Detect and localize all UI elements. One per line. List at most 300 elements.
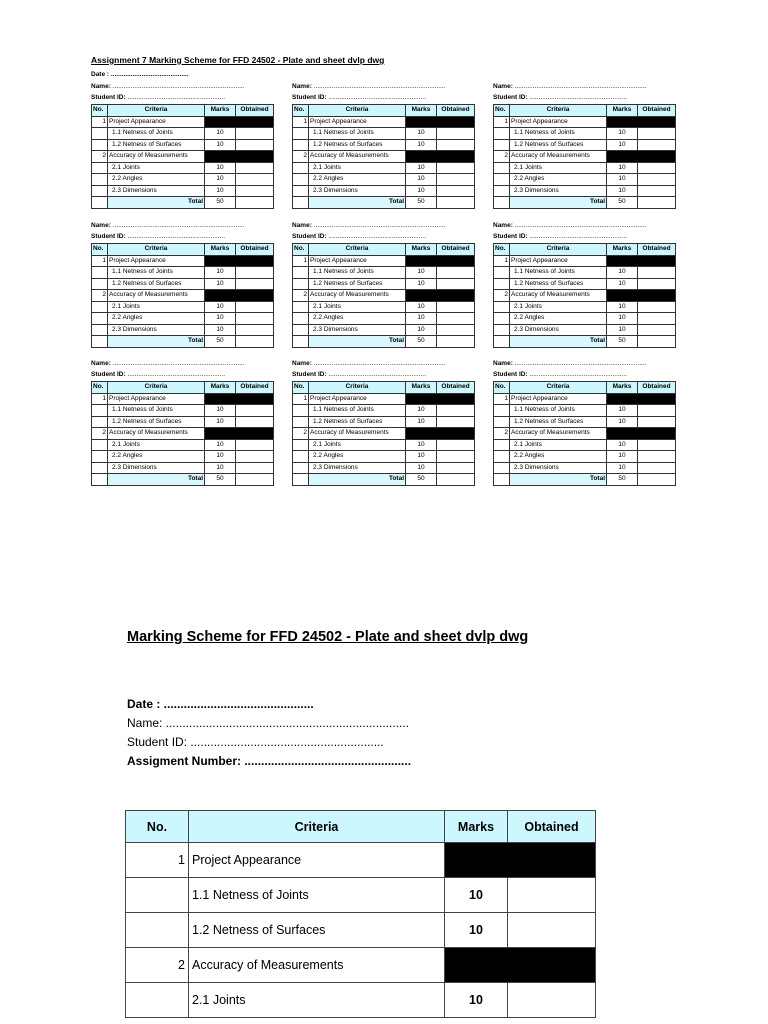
row-obtained[interactable] xyxy=(437,451,475,463)
row-number: 2 xyxy=(494,290,510,302)
column-header: Criteria xyxy=(510,382,607,394)
blacked-out-cell xyxy=(445,948,596,983)
total-blank xyxy=(494,336,510,348)
row-criteria: 1.2 Netness of Surfaces xyxy=(510,416,607,428)
student-id-line xyxy=(91,231,273,242)
total-label: Total xyxy=(510,197,607,209)
row-criteria: 2.3 Dimensions xyxy=(309,324,406,336)
row-obtained[interactable] xyxy=(437,139,475,151)
row-criteria: 2.3 Dimensions xyxy=(309,185,406,197)
table-row xyxy=(92,324,274,336)
column-header: Obtained xyxy=(437,105,475,117)
total-value: 50 xyxy=(205,197,236,209)
name-line xyxy=(493,220,675,231)
name-blank: ......................................................................... xyxy=(110,222,245,229)
mini-marking-table xyxy=(292,243,475,348)
mini-marking-table xyxy=(292,381,475,486)
row-marks: 10 xyxy=(406,324,437,336)
row-obtained[interactable] xyxy=(638,174,676,186)
row-marks: 10 xyxy=(406,405,437,417)
row-marks: 10 xyxy=(205,324,236,336)
row-marks: 10 xyxy=(607,313,638,325)
row-obtained[interactable] xyxy=(437,405,475,417)
row-criteria: Project Appearance xyxy=(309,393,406,405)
blacked-out-cell xyxy=(607,393,676,405)
table-row xyxy=(494,405,676,417)
row-obtained[interactable] xyxy=(236,128,274,140)
total-obtained[interactable] xyxy=(236,336,274,348)
page-title: Assignment 7 Marking Scheme for FFD 24502 - Plate and sheet dvlp dwg xyxy=(91,55,385,65)
row-obtained[interactable] xyxy=(437,416,475,428)
row-marks: 10 xyxy=(445,983,508,1018)
student-id-line: Student ID: .......................................................... xyxy=(127,735,384,749)
marking-card xyxy=(493,358,675,486)
total-obtained[interactable] xyxy=(236,197,274,209)
row-obtained[interactable] xyxy=(236,462,274,474)
row-criteria: Project Appearance xyxy=(510,255,607,267)
student-id-blank: ...................................................... xyxy=(527,94,627,101)
name-line: Name: ......................................................................... xyxy=(127,716,410,730)
column-header: Criteria xyxy=(309,382,406,394)
table-row xyxy=(92,416,274,428)
row-number xyxy=(293,301,309,313)
table-row xyxy=(92,162,274,174)
total-label: Total xyxy=(510,474,607,486)
row-criteria: 2.1 Joints xyxy=(510,162,607,174)
row-number xyxy=(494,324,510,336)
row-criteria: Accuracy of Measurements xyxy=(309,428,406,440)
row-number: 2 xyxy=(293,151,309,163)
row-marks: 10 xyxy=(406,416,437,428)
row-criteria: Accuracy of Measurements xyxy=(108,290,205,302)
row-number xyxy=(293,405,309,417)
student-id-blank: ...................................................... xyxy=(326,233,426,240)
row-obtained[interactable] xyxy=(437,301,475,313)
name-blank: ......................................................................... xyxy=(110,83,245,90)
row-number xyxy=(92,278,108,290)
row-obtained[interactable] xyxy=(437,174,475,186)
row-number: 2 xyxy=(92,151,108,163)
table-row xyxy=(92,151,274,163)
total-obtained[interactable] xyxy=(437,474,475,486)
student-id-blank: ...................................................... xyxy=(125,94,225,101)
table-header xyxy=(293,382,475,394)
column-header: Obtained xyxy=(236,244,274,256)
row-marks: 10 xyxy=(445,913,508,948)
marking-scheme-title: Marking Scheme for FFD 24502 - Plate and sheet dvlp dwg xyxy=(127,629,529,645)
row-criteria: 1.2 Netness of Surfaces xyxy=(510,278,607,290)
row-marks: 10 xyxy=(406,162,437,174)
blacked-out-cell xyxy=(205,255,274,267)
row-number xyxy=(92,267,108,279)
student-id-label: Student ID: xyxy=(292,371,327,378)
total-obtained[interactable] xyxy=(638,336,676,348)
row-obtained[interactable] xyxy=(638,139,676,151)
total-obtained[interactable] xyxy=(638,474,676,486)
row-obtained[interactable] xyxy=(638,278,676,290)
row-obtained[interactable] xyxy=(236,313,274,325)
row-obtained[interactable] xyxy=(638,416,676,428)
row-obtained[interactable] xyxy=(437,185,475,197)
row-criteria: 2.1 Joints xyxy=(309,301,406,313)
column-header: Marks xyxy=(205,382,236,394)
row-number xyxy=(494,451,510,463)
row-number: 1 xyxy=(494,255,510,267)
total-value: 50 xyxy=(406,474,437,486)
column-header: No. xyxy=(494,244,510,256)
name-blank: ......................................................................... xyxy=(512,360,647,367)
blacked-out-cell xyxy=(406,116,475,128)
row-criteria: Accuracy of Measurements xyxy=(108,151,205,163)
row-marks: 10 xyxy=(406,267,437,279)
row-obtained[interactable] xyxy=(236,301,274,313)
name-line xyxy=(91,358,273,369)
row-criteria: 2.1 Joints xyxy=(510,301,607,313)
table-row xyxy=(92,313,274,325)
row-criteria: Accuracy of Measurements xyxy=(108,428,205,440)
row-number: 1 xyxy=(293,116,309,128)
table-row xyxy=(293,451,475,463)
mini-marking-table xyxy=(91,104,274,209)
column-header: Criteria xyxy=(189,811,445,843)
total-obtained[interactable] xyxy=(638,197,676,209)
column-header: No. xyxy=(494,105,510,117)
row-criteria: Accuracy of Measurements xyxy=(510,290,607,302)
row-criteria: 2.3 Dimensions xyxy=(510,324,607,336)
total-row xyxy=(293,197,475,209)
name-label: Name: xyxy=(493,83,513,90)
row-criteria: Accuracy of Measurements xyxy=(309,290,406,302)
row-marks: 10 xyxy=(607,301,638,313)
row-obtained[interactable] xyxy=(437,267,475,279)
row-number xyxy=(92,451,108,463)
table-header xyxy=(293,244,475,256)
row-number xyxy=(92,313,108,325)
table-row xyxy=(293,151,475,163)
blacked-out-cell xyxy=(607,116,676,128)
column-header: Criteria xyxy=(309,244,406,256)
row-obtained[interactable] xyxy=(638,313,676,325)
row-number xyxy=(92,128,108,140)
row-marks: 10 xyxy=(607,128,638,140)
table-row xyxy=(126,948,596,983)
column-header: No. xyxy=(293,105,309,117)
table-row xyxy=(92,139,274,151)
row-obtained[interactable] xyxy=(638,462,676,474)
row-marks: 10 xyxy=(205,278,236,290)
row-obtained[interactable] xyxy=(638,324,676,336)
row-number xyxy=(92,324,108,336)
table-row xyxy=(293,301,475,313)
row-number xyxy=(92,462,108,474)
column-header: Obtained xyxy=(508,811,596,843)
row-number xyxy=(92,439,108,451)
total-label: Total xyxy=(108,336,205,348)
row-number: 2 xyxy=(293,428,309,440)
row-number xyxy=(126,913,189,948)
table-row xyxy=(293,393,475,405)
row-obtained[interactable] xyxy=(508,983,596,1018)
table-row xyxy=(92,185,274,197)
row-marks: 10 xyxy=(205,174,236,186)
total-label: Total xyxy=(309,336,406,348)
row-number xyxy=(293,128,309,140)
row-obtained[interactable] xyxy=(638,128,676,140)
row-obtained[interactable] xyxy=(437,162,475,174)
student-id-label: Student ID: xyxy=(493,94,528,101)
total-row xyxy=(494,336,676,348)
row-criteria: Accuracy of Measurements xyxy=(189,948,445,983)
row-criteria: 1.2 Netness of Surfaces xyxy=(108,416,205,428)
total-blank xyxy=(494,197,510,209)
row-criteria: 1.1 Netness of Joints xyxy=(510,128,607,140)
row-marks: 10 xyxy=(607,451,638,463)
row-obtained[interactable] xyxy=(236,416,274,428)
row-obtained[interactable] xyxy=(638,439,676,451)
column-header: Obtained xyxy=(638,244,676,256)
row-marks: 10 xyxy=(205,162,236,174)
table-row xyxy=(126,983,596,1018)
name-line xyxy=(91,81,273,92)
blacked-out-cell xyxy=(205,393,274,405)
total-blank xyxy=(92,197,108,209)
table-row xyxy=(494,301,676,313)
row-obtained[interactable] xyxy=(638,162,676,174)
row-number xyxy=(293,416,309,428)
blacked-out-cell xyxy=(205,116,274,128)
student-id-line xyxy=(493,92,675,103)
row-marks: 10 xyxy=(205,267,236,279)
row-criteria: 2.2 Angles xyxy=(510,313,607,325)
total-blank xyxy=(293,336,309,348)
total-row xyxy=(92,197,274,209)
row-number xyxy=(494,162,510,174)
name-blank: ......................................................................... xyxy=(512,222,647,229)
table-row xyxy=(494,416,676,428)
row-number: 1 xyxy=(92,255,108,267)
name-blank: ......................................................................... xyxy=(311,360,446,367)
row-obtained[interactable] xyxy=(236,324,274,336)
row-obtained[interactable] xyxy=(236,278,274,290)
blacked-out-cell xyxy=(406,393,475,405)
name-label: Name: xyxy=(292,360,312,367)
row-obtained[interactable] xyxy=(638,451,676,463)
table-row xyxy=(494,451,676,463)
row-marks: 10 xyxy=(406,174,437,186)
date-field: Date : ........................................... xyxy=(91,71,189,78)
student-id-line xyxy=(292,92,474,103)
row-criteria: 1.1 Netness of Joints xyxy=(510,267,607,279)
row-criteria: 1.1 Netness of Joints xyxy=(108,128,205,140)
row-marks: 10 xyxy=(406,128,437,140)
row-number xyxy=(494,128,510,140)
table-header xyxy=(92,382,274,394)
row-criteria: 2.2 Angles xyxy=(108,174,205,186)
row-marks: 10 xyxy=(205,185,236,197)
row-criteria: 2.1 Joints xyxy=(309,162,406,174)
row-obtained[interactable] xyxy=(638,185,676,197)
row-number: 2 xyxy=(126,948,189,983)
row-marks: 10 xyxy=(406,139,437,151)
table-row xyxy=(494,428,676,440)
column-header: No. xyxy=(92,382,108,394)
row-number xyxy=(494,405,510,417)
column-header: Marks xyxy=(205,105,236,117)
table-row xyxy=(494,128,676,140)
blacked-out-cell xyxy=(406,151,475,163)
table-row xyxy=(494,116,676,128)
total-row xyxy=(92,336,274,348)
row-obtained[interactable] xyxy=(236,162,274,174)
row-obtained[interactable] xyxy=(437,462,475,474)
row-number xyxy=(92,416,108,428)
row-obtained[interactable] xyxy=(236,439,274,451)
row-number xyxy=(494,462,510,474)
row-marks: 10 xyxy=(205,313,236,325)
row-number xyxy=(293,451,309,463)
row-number xyxy=(293,139,309,151)
row-number: 1 xyxy=(494,116,510,128)
name-label: Name: xyxy=(493,222,513,229)
total-obtained[interactable] xyxy=(437,336,475,348)
row-criteria: 2.1 Joints xyxy=(189,983,445,1018)
row-obtained[interactable] xyxy=(638,267,676,279)
student-id-label: Student ID: xyxy=(493,233,528,240)
table-row xyxy=(494,151,676,163)
row-number xyxy=(92,139,108,151)
total-obtained[interactable] xyxy=(437,197,475,209)
total-label: Total xyxy=(309,197,406,209)
marking-card xyxy=(493,81,675,209)
assignment-number-line: Assigment Number: .................................................. xyxy=(127,754,412,768)
total-label: Total xyxy=(108,474,205,486)
row-obtained[interactable] xyxy=(437,313,475,325)
table-row xyxy=(494,462,676,474)
row-marks: 10 xyxy=(406,439,437,451)
table-row xyxy=(92,462,274,474)
row-criteria: 1.1 Netness of Joints xyxy=(510,405,607,417)
row-number xyxy=(494,278,510,290)
student-id-blank: ...................................................... xyxy=(326,94,426,101)
row-marks: 10 xyxy=(205,462,236,474)
row-number xyxy=(293,462,309,474)
row-criteria: 1.1 Netness of Joints xyxy=(189,878,445,913)
row-marks: 10 xyxy=(607,462,638,474)
column-header: No. xyxy=(92,244,108,256)
row-criteria: 1.1 Netness of Joints xyxy=(108,267,205,279)
row-number: 1 xyxy=(293,255,309,267)
row-number xyxy=(293,324,309,336)
column-header: Marks xyxy=(406,382,437,394)
table-row xyxy=(92,174,274,186)
row-criteria: 2.1 Joints xyxy=(108,301,205,313)
row-marks: 10 xyxy=(205,301,236,313)
student-id-blank: ...................................................... xyxy=(527,371,627,378)
row-obtained[interactable] xyxy=(236,267,274,279)
table-row xyxy=(293,174,475,186)
table-row xyxy=(92,393,274,405)
row-criteria: 2.1 Joints xyxy=(108,162,205,174)
table-row xyxy=(494,255,676,267)
row-obtained[interactable] xyxy=(437,324,475,336)
row-criteria: 2.3 Dimensions xyxy=(108,324,205,336)
row-obtained[interactable] xyxy=(508,878,596,913)
row-criteria: Project Appearance xyxy=(510,116,607,128)
row-criteria: 2.2 Angles xyxy=(309,313,406,325)
table-row xyxy=(293,439,475,451)
row-number: 2 xyxy=(92,428,108,440)
table-row xyxy=(92,255,274,267)
row-number xyxy=(293,174,309,186)
row-obtained[interactable] xyxy=(236,451,274,463)
table-row xyxy=(293,162,475,174)
column-header: Marks xyxy=(406,105,437,117)
student-id-line xyxy=(292,231,474,242)
student-id-blank: ...................................................... xyxy=(125,233,225,240)
table-row xyxy=(92,439,274,451)
table-row xyxy=(92,451,274,463)
table-header xyxy=(494,244,676,256)
row-obtained[interactable] xyxy=(437,128,475,140)
row-obtained[interactable] xyxy=(236,174,274,186)
row-criteria: 1.1 Netness of Joints xyxy=(108,405,205,417)
table-row xyxy=(293,267,475,279)
total-blank xyxy=(293,197,309,209)
row-number: 1 xyxy=(92,116,108,128)
total-obtained[interactable] xyxy=(236,474,274,486)
table-row xyxy=(293,185,475,197)
column-header: Criteria xyxy=(510,105,607,117)
student-id-label: Student ID: xyxy=(91,233,126,240)
row-marks: 10 xyxy=(205,128,236,140)
column-header: No. xyxy=(92,105,108,117)
row-obtained[interactable] xyxy=(508,913,596,948)
mini-marking-table xyxy=(493,381,676,486)
column-header: Marks xyxy=(205,244,236,256)
table-row xyxy=(494,313,676,325)
row-criteria: 2.2 Angles xyxy=(108,313,205,325)
row-marks: 10 xyxy=(406,451,437,463)
row-obtained[interactable] xyxy=(437,439,475,451)
row-marks: 10 xyxy=(445,878,508,913)
row-marks: 10 xyxy=(406,185,437,197)
column-header: Criteria xyxy=(510,244,607,256)
name-label: Name: xyxy=(292,83,312,90)
row-criteria: 2.3 Dimensions xyxy=(108,462,205,474)
row-number xyxy=(494,416,510,428)
row-obtained[interactable] xyxy=(236,185,274,197)
row-obtained[interactable] xyxy=(638,301,676,313)
row-number: 2 xyxy=(92,290,108,302)
blacked-out-cell xyxy=(205,151,274,163)
blacked-out-cell xyxy=(406,255,475,267)
student-info-fields xyxy=(127,695,411,771)
row-obtained[interactable] xyxy=(437,278,475,290)
student-id-label: Student ID: xyxy=(91,371,126,378)
row-criteria: Project Appearance xyxy=(510,393,607,405)
row-obtained[interactable] xyxy=(638,405,676,417)
row-marks: 10 xyxy=(607,139,638,151)
row-obtained[interactable] xyxy=(236,405,274,417)
total-value: 50 xyxy=(205,474,236,486)
name-line xyxy=(91,220,273,231)
row-marks: 10 xyxy=(607,267,638,279)
marking-card xyxy=(91,81,273,209)
table-row xyxy=(494,290,676,302)
name-blank: ......................................................................... xyxy=(110,360,245,367)
total-row xyxy=(494,197,676,209)
row-obtained[interactable] xyxy=(236,139,274,151)
